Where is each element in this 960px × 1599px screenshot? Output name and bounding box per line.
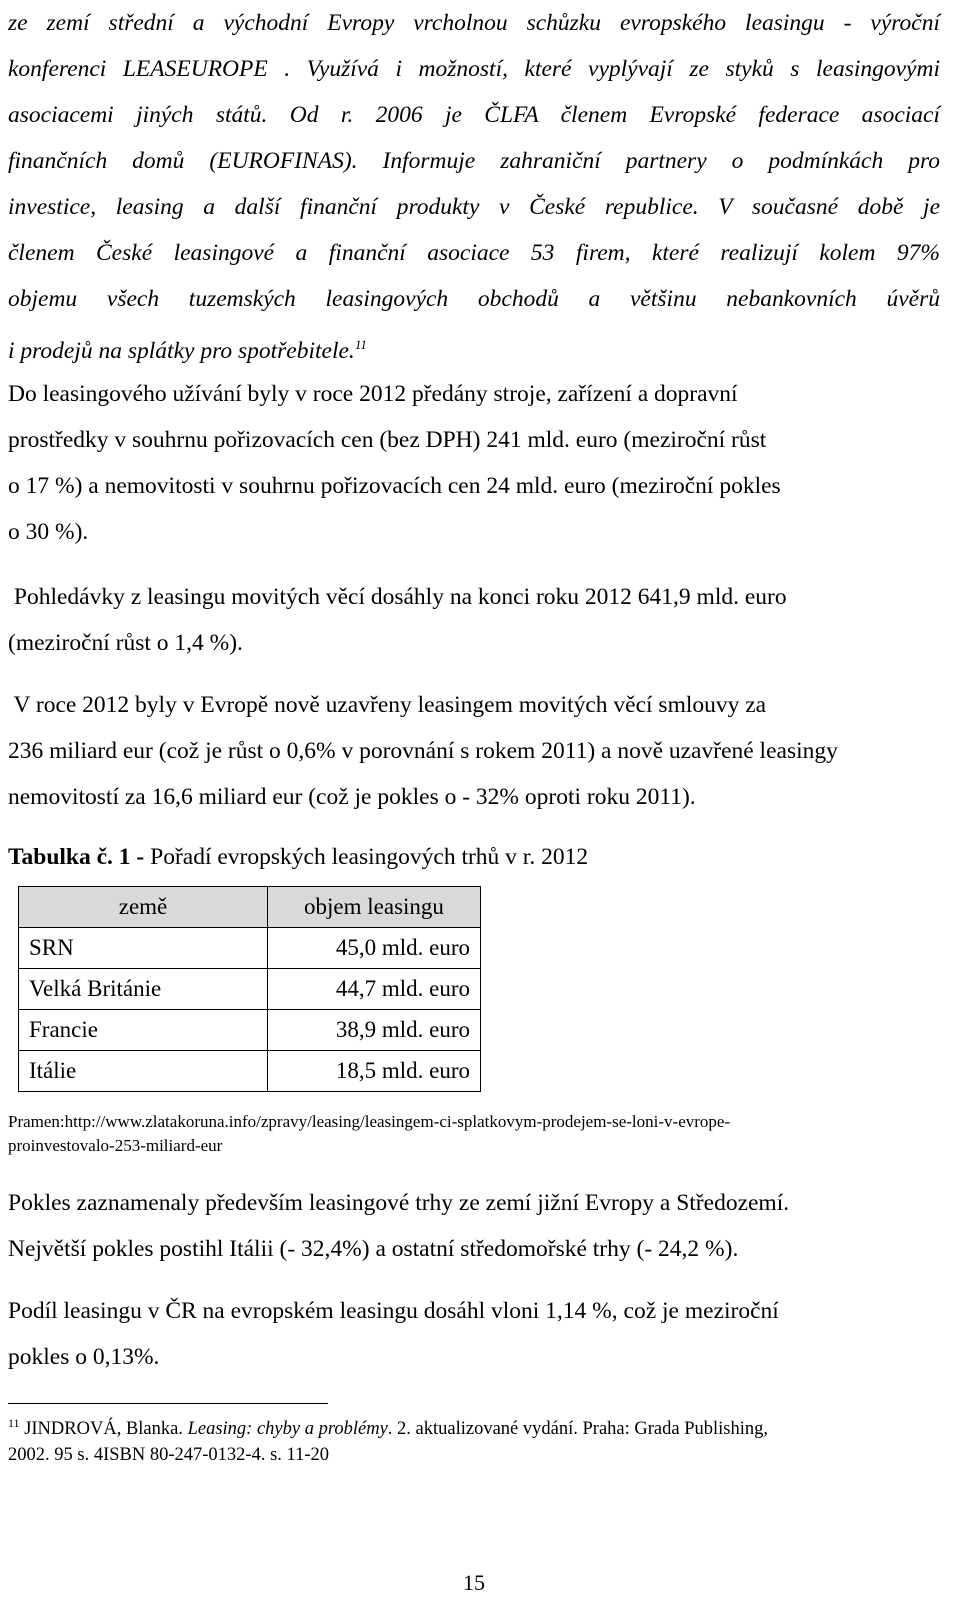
footnote-author: JINDROVÁ, Blanka. bbox=[19, 1419, 188, 1440]
footnote-publication: . 2. aktualizované vydání. Praha: Grada Publishing, bbox=[387, 1419, 768, 1440]
table-caption-text: Pořadí evropských leasingových trhů v r. 2012 bbox=[144, 844, 589, 870]
footnote-number: 11 bbox=[8, 1416, 20, 1430]
footnote-line: 2002. 95 s. 4ISBN 80-247-0132-4. s. 11-20 bbox=[8, 1445, 330, 1466]
paragraph-new-contracts bbox=[8, 682, 940, 820]
table-caption-label: Tabulka č. 1 - bbox=[8, 844, 145, 870]
table-cell-volume: 18,5 mld. euro bbox=[268, 1051, 481, 1092]
table-row bbox=[19, 1010, 481, 1051]
table-row bbox=[19, 969, 481, 1010]
text-line: Největší pokles postihl Itálii (- 32,4%) a ostatní středomořské trhy (- 24,2 %). bbox=[8, 1236, 739, 1262]
paragraph-receivables bbox=[8, 574, 940, 666]
text-line: investice, leasing a další finanční produkty v České republice. V současné době je bbox=[8, 194, 940, 220]
text-line: nemovitostí za 16,6 miliard eur (což je pokles o - 32% oproti roku 2011). bbox=[8, 784, 696, 810]
table-cell-country: SRN bbox=[19, 928, 268, 969]
text-line: konferenci LEASEUROPE . Využívá i možností, které vyplývají ze styků s leasingovými bbox=[8, 56, 940, 82]
table-cell-volume: 44,7 mld. euro bbox=[268, 969, 481, 1010]
paragraph-leasing-volume bbox=[8, 371, 940, 555]
text-line: asociacemi jiných států. Od r. 2006 je ČLFA členem Evropské federace asociací bbox=[8, 102, 940, 128]
text-line: ze zemí střední a východní Evropy vrcholnou schůzku evropského leasingu - výroční bbox=[8, 10, 940, 36]
leasing-markets-table bbox=[18, 886, 481, 1092]
table-cell-country: Francie bbox=[19, 1010, 268, 1051]
table-header-row bbox=[19, 887, 481, 928]
table-row bbox=[19, 928, 481, 969]
table-row bbox=[19, 1051, 481, 1092]
text-line: Pohledávky z leasingu movitých věcí dosáhly na konci roku 2012 641,9 mld. euro bbox=[8, 584, 787, 610]
text-line: objemu všech tuzemských leasingových obchodů a většinu nebankovních úvěrů bbox=[8, 286, 940, 312]
text-line: prostředky v souhrnu pořizovacích cen (bez DPH) 241 mld. euro (meziroční růst bbox=[8, 427, 767, 453]
footnote bbox=[8, 1410, 940, 1468]
text-fragment: i prodejů na splátky pro spotřebitele. bbox=[8, 337, 355, 364]
table-cell-country: Velká Británie bbox=[19, 969, 268, 1010]
footnote-reference: 11 bbox=[354, 337, 367, 352]
table-caption bbox=[8, 844, 588, 871]
text-line: finančních domů (EUROFINAS). Informuje zahraniční partnery o podmínkách pro bbox=[8, 148, 940, 174]
text-line: o 30 %). bbox=[8, 519, 89, 545]
source-line: proinvestovalo-253-miliard-eur bbox=[8, 1136, 223, 1155]
source-line: Pramen:http://www.zlatakoruna.info/zpravy/leasing/leasingem-ci-splatkovym-prodejem-se-loni-v-evrope- bbox=[8, 1112, 731, 1131]
table-cell-volume: 38,9 mld. euro bbox=[268, 1010, 481, 1051]
text-line: (meziroční růst o 1,4 %). bbox=[8, 630, 243, 656]
footnote-title: Leasing: chyby a problémy bbox=[187, 1419, 388, 1440]
text-line: Podíl leasingu v ČR na evropském leasingu dosáhl vloni 1,14 %, což je meziroční bbox=[8, 1298, 779, 1324]
intro-paragraph bbox=[8, 0, 940, 374]
footnote-line bbox=[8, 1410, 940, 1442]
text-line-last bbox=[8, 322, 940, 374]
table-header-volume: objem leasingu bbox=[268, 887, 481, 928]
text-line: Pokles zaznamenaly především leasingové trhy ze zemí jižní Evropy a Středozemí. bbox=[8, 1190, 790, 1216]
table-header-country: země bbox=[19, 887, 268, 928]
text-line: o 17 %) a nemovitosti v souhrnu pořizovacích cen 24 mld. euro (meziroční pokles bbox=[8, 473, 781, 499]
table-cell-volume: 45,0 mld. euro bbox=[268, 928, 481, 969]
footnote-separator bbox=[8, 1403, 328, 1404]
page-number: 15 bbox=[463, 1570, 485, 1595]
table-cell-country: Itálie bbox=[19, 1051, 268, 1092]
table-source bbox=[8, 1110, 940, 1158]
text-line: V roce 2012 byly v Evropě nově uzavřeny leasingem movitých věcí smlouvy za bbox=[8, 692, 767, 718]
text-line: Do leasingového užívání byly v roce 2012 předány stroje, zařízení a dopravní bbox=[8, 381, 738, 407]
paragraph-cz-share bbox=[8, 1288, 940, 1380]
text-line: 236 miliard eur (což je růst o 0,6% v porovnání s rokem 2011) a nově uzavřené leasingy bbox=[8, 738, 838, 764]
text-line: pokles o 0,13%. bbox=[8, 1344, 160, 1370]
text-line: členem České leasingové a finanční asociace 53 firem, které realizují kolem 97% bbox=[8, 240, 940, 266]
paragraph-decline bbox=[8, 1180, 940, 1272]
